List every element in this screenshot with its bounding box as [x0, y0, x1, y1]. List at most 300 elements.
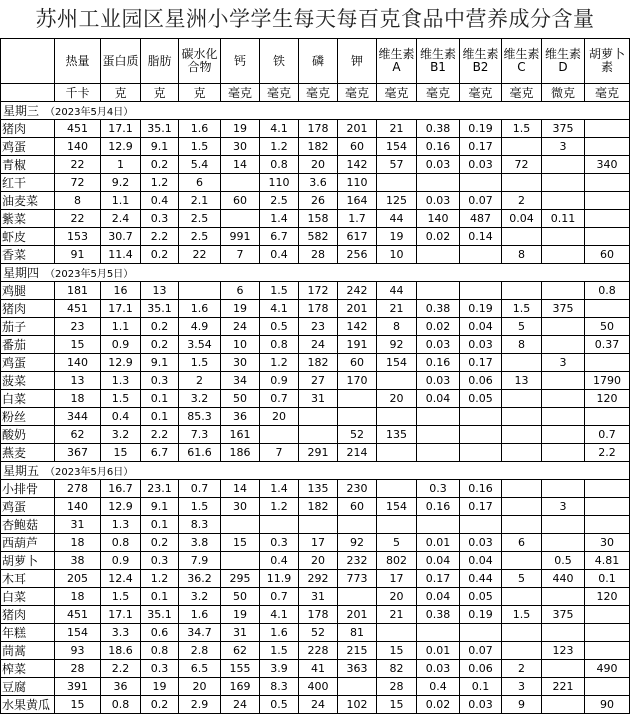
value-cell: 19: [221, 120, 260, 138]
value-cell: 4.1: [260, 606, 299, 624]
value-cell: 292: [299, 570, 338, 588]
food-name-cell: 榨菜: [1, 660, 55, 678]
unit-cell: 毫克: [377, 84, 417, 102]
value-cell: 31: [55, 516, 101, 534]
value-cell: 9: [502, 696, 542, 714]
value-cell: 178: [299, 300, 338, 318]
column-header: 碳水化合物: [179, 39, 221, 84]
food-name-cell: 鸡蛋: [1, 498, 55, 516]
table-body: [1, 102, 630, 714]
value-cell: 0.37: [585, 336, 630, 354]
day-header-cell: [1, 264, 630, 282]
column-header: 蛋白质: [101, 39, 141, 84]
value-cell: [502, 480, 542, 498]
value-cell: [502, 282, 542, 300]
value-cell: [585, 624, 630, 642]
value-cell: [585, 408, 630, 426]
value-cell: 8: [377, 318, 417, 336]
value-cell: 31: [299, 588, 338, 606]
value-cell: 22: [179, 246, 221, 264]
table-row: [1, 480, 630, 498]
value-cell: 617: [338, 228, 377, 246]
value-cell: 18: [55, 534, 101, 552]
value-cell: 0.4: [101, 408, 141, 426]
value-cell: 61.6: [179, 444, 221, 462]
value-cell: 0.2: [141, 246, 179, 264]
value-cell: 1.5: [179, 498, 221, 516]
value-cell: [377, 408, 417, 426]
value-cell: 1.5: [101, 588, 141, 606]
value-cell: 85.3: [179, 408, 221, 426]
value-cell: [377, 372, 417, 390]
value-cell: 181: [55, 282, 101, 300]
value-cell: 0.06: [460, 372, 502, 390]
value-cell: 5: [502, 318, 542, 336]
value-cell: 0.17: [460, 354, 502, 372]
table-row: [1, 660, 630, 678]
value-cell: 135: [377, 426, 417, 444]
value-cell: 0.38: [417, 300, 460, 318]
value-cell: 17: [299, 534, 338, 552]
value-cell: 36: [101, 678, 141, 696]
value-cell: [542, 624, 585, 642]
value-cell: 9.1: [141, 354, 179, 372]
column-header: 维生素C: [502, 39, 542, 84]
value-cell: 1.2: [141, 174, 179, 192]
value-cell: 3.6: [299, 174, 338, 192]
unit-cell: 克: [141, 84, 179, 102]
value-cell: 0.1: [141, 390, 179, 408]
value-cell: 802: [377, 552, 417, 570]
value-cell: 34: [221, 372, 260, 390]
value-cell: 391: [55, 678, 101, 696]
value-cell: 1.1: [101, 318, 141, 336]
value-cell: 22: [55, 210, 101, 228]
value-cell: 62: [55, 426, 101, 444]
value-cell: 0.5: [542, 552, 585, 570]
value-cell: 20: [179, 678, 221, 696]
day-date: （2023年5月5日）: [45, 269, 134, 280]
value-cell: 13: [55, 372, 101, 390]
value-cell: [417, 516, 460, 534]
page-title: 苏州工业园区星洲小学学生每天每百克食品中营养成分含量: [35, 7, 595, 31]
value-cell: 21: [377, 300, 417, 318]
food-name-cell: 菠菜: [1, 372, 55, 390]
value-cell: 0.7: [260, 390, 299, 408]
value-cell: [542, 156, 585, 174]
value-cell: 28: [299, 246, 338, 264]
value-cell: 0.1: [141, 408, 179, 426]
value-cell: 0.19: [460, 120, 502, 138]
value-cell: 0.03: [417, 660, 460, 678]
value-cell: 201: [338, 606, 377, 624]
value-cell: [502, 444, 542, 462]
value-cell: 0.3: [141, 210, 179, 228]
value-cell: 154: [377, 498, 417, 516]
value-cell: 232: [338, 552, 377, 570]
food-name-cell: 猪肉: [1, 120, 55, 138]
food-name-cell: 豆腐: [1, 678, 55, 696]
value-cell: 140: [417, 210, 460, 228]
value-cell: 21: [377, 606, 417, 624]
food-name-cell: 杏鲍菇: [1, 516, 55, 534]
value-cell: 23.1: [141, 480, 179, 498]
value-cell: 0.04: [460, 552, 502, 570]
unit-cell: 毫克: [585, 84, 630, 102]
value-cell: 0.07: [460, 192, 502, 210]
table-row: [1, 354, 630, 372]
value-cell: 278: [55, 480, 101, 498]
value-cell: 20: [260, 408, 299, 426]
value-cell: 12.4: [101, 570, 141, 588]
value-cell: [585, 228, 630, 246]
value-cell: [585, 354, 630, 372]
value-cell: 15: [55, 696, 101, 714]
value-cell: 991: [221, 228, 260, 246]
value-cell: 62: [221, 642, 260, 660]
value-cell: 221: [542, 678, 585, 696]
value-cell: 6.7: [141, 444, 179, 462]
value-cell: [460, 444, 502, 462]
food-name-cell: 青椒: [1, 156, 55, 174]
unit-cell: 毫克: [502, 84, 542, 102]
value-cell: 363: [338, 660, 377, 678]
value-cell: 92: [338, 534, 377, 552]
value-cell: 0.04: [417, 390, 460, 408]
value-cell: 1.2: [260, 498, 299, 516]
value-cell: 1.2: [141, 570, 179, 588]
value-cell: 135: [299, 480, 338, 498]
food-name-cell: 鸡蛋: [1, 138, 55, 156]
food-name-cell: 茄子: [1, 318, 55, 336]
value-cell: 1.5: [179, 354, 221, 372]
value-cell: [585, 210, 630, 228]
value-cell: 140: [55, 138, 101, 156]
value-cell: [338, 390, 377, 408]
value-cell: 23: [299, 318, 338, 336]
column-header: 铁: [260, 39, 299, 84]
value-cell: [417, 174, 460, 192]
value-cell: 0.16: [460, 480, 502, 498]
value-cell: 31: [221, 624, 260, 642]
value-cell: 120: [585, 390, 630, 408]
value-cell: 0.4: [260, 246, 299, 264]
value-cell: 440: [542, 570, 585, 588]
value-cell: [221, 552, 260, 570]
unit-cell: [1, 84, 55, 102]
value-cell: 8.3: [179, 516, 221, 534]
value-cell: 1.7: [338, 210, 377, 228]
value-cell: [585, 606, 630, 624]
value-cell: 0.38: [417, 606, 460, 624]
value-cell: 12.9: [101, 138, 141, 156]
value-cell: 154: [55, 624, 101, 642]
value-cell: 0.1: [460, 678, 502, 696]
value-cell: [585, 678, 630, 696]
value-cell: 6.5: [179, 660, 221, 678]
value-cell: [542, 246, 585, 264]
value-cell: 0.05: [460, 588, 502, 606]
table-row: [1, 570, 630, 588]
value-cell: 154: [377, 354, 417, 372]
value-cell: 41: [299, 660, 338, 678]
value-cell: 6: [502, 534, 542, 552]
table-row: [1, 192, 630, 210]
value-cell: 140: [55, 354, 101, 372]
value-cell: 0.06: [460, 660, 502, 678]
value-cell: 1.2: [260, 138, 299, 156]
value-cell: 164: [338, 192, 377, 210]
value-cell: 153: [55, 228, 101, 246]
value-cell: 93: [55, 642, 101, 660]
value-cell: [260, 516, 299, 534]
value-cell: [338, 408, 377, 426]
day-header-cell: [1, 462, 630, 480]
value-cell: [460, 426, 502, 444]
value-cell: 34.7: [179, 624, 221, 642]
value-cell: 2.2: [101, 660, 141, 678]
value-cell: 31: [299, 390, 338, 408]
value-cell: 400: [299, 678, 338, 696]
day-header-row: [1, 462, 630, 480]
food-name-cell: 鸡腿: [1, 282, 55, 300]
value-cell: [502, 552, 542, 570]
value-cell: [502, 390, 542, 408]
value-cell: 0.5: [260, 696, 299, 714]
value-cell: 1.4: [260, 210, 299, 228]
value-cell: 367: [55, 444, 101, 462]
value-cell: 60: [338, 498, 377, 516]
column-header: [1, 39, 55, 84]
value-cell: 2.5: [179, 210, 221, 228]
value-cell: 1.5: [101, 390, 141, 408]
value-cell: 92: [377, 336, 417, 354]
value-cell: [502, 588, 542, 606]
value-cell: 8: [502, 246, 542, 264]
table-row: [1, 534, 630, 552]
value-cell: 1: [101, 156, 141, 174]
table-row: [1, 624, 630, 642]
food-name-cell: 年糕: [1, 624, 55, 642]
table-row: [1, 336, 630, 354]
value-cell: 1.3: [101, 372, 141, 390]
table-row: [1, 210, 630, 228]
value-cell: 38: [55, 552, 101, 570]
value-cell: [542, 444, 585, 462]
value-cell: 0.2: [141, 534, 179, 552]
food-name-cell: 紫菜: [1, 210, 55, 228]
value-cell: 169: [221, 678, 260, 696]
value-cell: 140: [55, 498, 101, 516]
unit-cell: 毫克: [221, 84, 260, 102]
day-label: 星期三: [3, 104, 40, 118]
value-cell: 22: [55, 156, 101, 174]
value-cell: 0.03: [460, 156, 502, 174]
value-cell: 0.07: [460, 642, 502, 660]
value-cell: 205: [55, 570, 101, 588]
value-cell: 0.03: [417, 336, 460, 354]
food-name-cell: 香菜: [1, 246, 55, 264]
value-cell: 4.1: [260, 300, 299, 318]
value-cell: 0.04: [502, 210, 542, 228]
value-cell: 1.6: [179, 120, 221, 138]
value-cell: 0.8: [101, 696, 141, 714]
value-cell: 0.8: [101, 534, 141, 552]
value-cell: 291: [299, 444, 338, 462]
value-cell: [542, 534, 585, 552]
value-cell: 191: [338, 336, 377, 354]
value-cell: 158: [299, 210, 338, 228]
value-cell: 13: [141, 282, 179, 300]
value-cell: 182: [299, 498, 338, 516]
value-cell: 24: [221, 318, 260, 336]
value-cell: [377, 174, 417, 192]
value-cell: 44: [377, 282, 417, 300]
value-cell: [542, 516, 585, 534]
value-cell: 1.6: [179, 606, 221, 624]
food-name-cell: 小排骨: [1, 480, 55, 498]
value-cell: 30: [221, 138, 260, 156]
value-cell: 0.05: [460, 390, 502, 408]
value-cell: 451: [55, 606, 101, 624]
food-name-cell: 燕麦: [1, 444, 55, 462]
value-cell: 3.9: [260, 660, 299, 678]
value-cell: 178: [299, 606, 338, 624]
value-cell: [417, 282, 460, 300]
value-cell: 0.9: [101, 552, 141, 570]
column-header: 钾: [338, 39, 377, 84]
value-cell: 375: [542, 120, 585, 138]
value-cell: 0.11: [542, 210, 585, 228]
table-row: [1, 120, 630, 138]
column-header: 维生素B2: [460, 39, 502, 84]
value-cell: 0.19: [460, 606, 502, 624]
value-cell: 2: [179, 372, 221, 390]
value-cell: 182: [299, 354, 338, 372]
value-cell: 0.7: [585, 426, 630, 444]
value-cell: 2.2: [141, 426, 179, 444]
value-cell: [542, 336, 585, 354]
value-cell: [542, 480, 585, 498]
value-cell: 0.03: [460, 336, 502, 354]
value-cell: 30.7: [101, 228, 141, 246]
value-cell: 50: [221, 588, 260, 606]
value-cell: [460, 174, 502, 192]
value-cell: 0.03: [460, 696, 502, 714]
value-cell: 1.5: [179, 138, 221, 156]
value-cell: 6.7: [260, 228, 299, 246]
value-cell: 50: [221, 390, 260, 408]
value-cell: 17.1: [101, 606, 141, 624]
value-cell: 0.9: [101, 336, 141, 354]
value-cell: 3.2: [101, 426, 141, 444]
value-cell: 2: [502, 660, 542, 678]
value-cell: [417, 426, 460, 444]
table-row: [1, 588, 630, 606]
value-cell: 0.19: [460, 300, 502, 318]
column-header: 维生素A: [377, 39, 417, 84]
value-cell: [585, 498, 630, 516]
value-cell: 3: [542, 354, 585, 372]
value-cell: [338, 588, 377, 606]
value-cell: 0.3: [260, 534, 299, 552]
value-cell: 110: [338, 174, 377, 192]
value-cell: 30: [221, 498, 260, 516]
value-cell: 295: [221, 570, 260, 588]
value-cell: [585, 642, 630, 660]
value-cell: [260, 426, 299, 444]
value-cell: 490: [585, 660, 630, 678]
value-cell: 14: [221, 156, 260, 174]
value-cell: 57: [377, 156, 417, 174]
value-cell: [377, 480, 417, 498]
table-row: [1, 228, 630, 246]
value-cell: 0.04: [460, 318, 502, 336]
value-cell: 155: [221, 660, 260, 678]
value-cell: 154: [377, 138, 417, 156]
value-cell: [502, 354, 542, 372]
value-cell: 7: [221, 246, 260, 264]
value-cell: 0.01: [417, 534, 460, 552]
unit-cell: 毫克: [417, 84, 460, 102]
value-cell: 0.3: [141, 552, 179, 570]
value-cell: 0.8: [260, 156, 299, 174]
value-cell: 2.5: [179, 228, 221, 246]
value-cell: 102: [338, 696, 377, 714]
value-cell: 0.02: [417, 228, 460, 246]
unit-cell: 千卡: [55, 84, 101, 102]
value-cell: 20: [299, 156, 338, 174]
value-cell: 15: [377, 696, 417, 714]
value-cell: [299, 516, 338, 534]
value-cell: 1.2: [260, 354, 299, 372]
value-cell: 9.1: [141, 498, 179, 516]
value-cell: [542, 174, 585, 192]
value-cell: [502, 426, 542, 444]
value-cell: 90: [585, 696, 630, 714]
value-cell: [585, 516, 630, 534]
value-cell: 2.8: [179, 642, 221, 660]
food-name-cell: 水果黄瓜: [1, 696, 55, 714]
unit-cell: 毫克: [299, 84, 338, 102]
value-cell: 8: [55, 192, 101, 210]
value-cell: 21: [377, 120, 417, 138]
value-cell: 3.54: [179, 336, 221, 354]
value-cell: 0.14: [460, 228, 502, 246]
value-cell: 72: [55, 174, 101, 192]
column-header: 胡萝卜素: [585, 39, 630, 84]
value-cell: 186: [221, 444, 260, 462]
column-header: 钙: [221, 39, 260, 84]
value-cell: 30: [585, 534, 630, 552]
unit-row: [1, 84, 630, 102]
table-row: [1, 390, 630, 408]
value-cell: 178: [299, 120, 338, 138]
food-name-cell: 鸡蛋: [1, 354, 55, 372]
value-cell: 5: [377, 534, 417, 552]
column-header: 脂肪: [141, 39, 179, 84]
value-cell: 19: [141, 678, 179, 696]
food-name-cell: 胡萝卜: [1, 552, 55, 570]
value-cell: 36: [221, 408, 260, 426]
value-cell: 8: [502, 336, 542, 354]
value-cell: 451: [55, 120, 101, 138]
value-cell: [502, 642, 542, 660]
value-cell: 142: [338, 318, 377, 336]
food-name-cell: 猪肉: [1, 606, 55, 624]
value-cell: 81: [338, 624, 377, 642]
value-cell: 3: [542, 138, 585, 156]
